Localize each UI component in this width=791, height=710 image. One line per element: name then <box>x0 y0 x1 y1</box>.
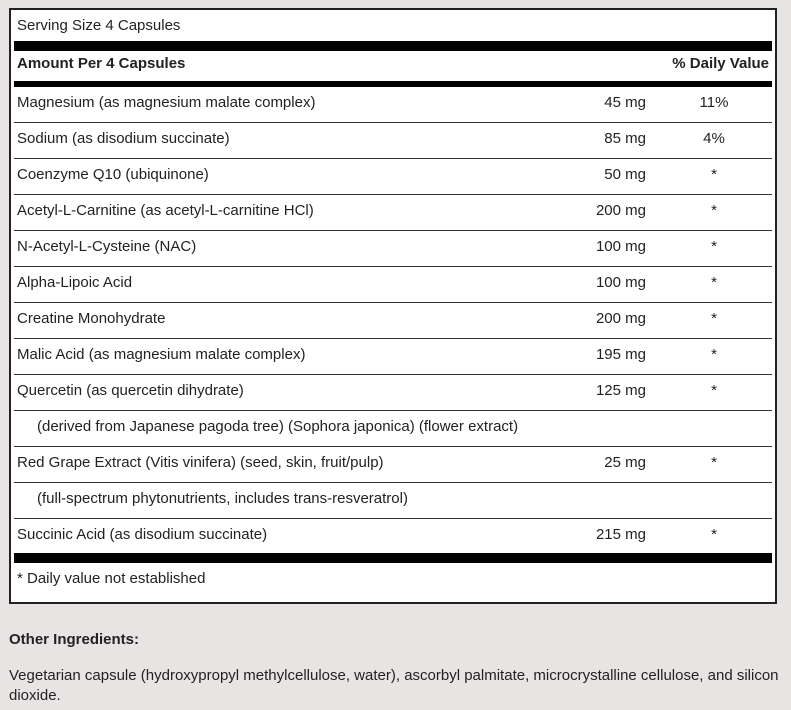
thick-divider <box>14 41 772 51</box>
nutrient-name: N-Acetyl-L-Cysteine (NAC) <box>17 238 197 255</box>
nutrient-name: Quercetin (as quercetin dihydrate) <box>17 382 244 399</box>
table-row <box>14 267 772 303</box>
bottom-divider <box>14 553 772 563</box>
nutrient-name: Creatine Monohydrate <box>17 310 166 327</box>
nutrient-name: Magnesium (as magnesium malate complex) <box>17 94 316 111</box>
nutrient-table <box>14 87 772 554</box>
nutrient-amount: 195 mg <box>595 346 646 363</box>
nutrient-daily-value: * <box>711 274 717 291</box>
supplement-facts-panel <box>9 8 777 604</box>
table-row <box>14 303 772 339</box>
table-row-subnote <box>14 483 772 519</box>
nutrient-amount: 100 mg <box>595 274 646 291</box>
nutrient-daily-value: * <box>711 382 717 399</box>
nutrient-subnote: (full-spectrum phytonutrients, includes trans-resveratrol) <box>37 490 408 507</box>
nutrient-daily-value: * <box>711 310 717 327</box>
nutrient-amount: 215 mg <box>595 526 646 543</box>
daily-value-footnote: * Daily value not established <box>17 570 206 587</box>
table-row <box>14 231 772 267</box>
nutrient-subnote: (derived from Japanese pagoda tree) (Sophora japonica) (flower extract) <box>37 418 519 435</box>
other-ingredients-text: Vegetarian capsule (hydroxypropyl methylcellulose, water), ascorbyl palmitate, microcrystalline cellulose, and silicon dioxide. <box>9 667 779 704</box>
nutrient-amount: 50 mg <box>604 166 646 183</box>
nutrient-name: Coenzyme Q10 (ubiquinone) <box>17 166 209 183</box>
table-header-row <box>17 55 769 77</box>
serving-size: Serving Size 4 Capsules <box>17 17 181 34</box>
nutrient-name: Alpha-Lipoic Acid <box>17 274 133 291</box>
nutrient-daily-value: * <box>711 454 717 471</box>
nutrient-daily-value: 11% <box>699 94 729 111</box>
table-row <box>14 159 772 195</box>
other-ingredients-title: Other Ingredients: <box>9 631 140 648</box>
nutrient-name: Sodium (as disodium succinate) <box>17 130 230 147</box>
table-row <box>14 375 772 411</box>
amount-per-header: Amount Per 4 Capsules <box>17 55 186 72</box>
table-row <box>14 519 772 554</box>
nutrient-daily-value: 4% <box>703 130 725 147</box>
nutrient-daily-value: * <box>711 238 717 255</box>
nutrient-amount: 25 mg <box>604 454 646 471</box>
nutrient-daily-value: * <box>711 526 717 543</box>
nutrient-amount: 125 mg <box>595 382 646 399</box>
nutrient-amount: 45 mg <box>604 94 646 111</box>
nutrient-daily-value: * <box>711 202 717 219</box>
nutrient-name: Malic Acid (as magnesium malate complex) <box>17 346 306 363</box>
daily-value-header: % Daily Value <box>672 55 769 72</box>
table-row <box>14 87 772 123</box>
nutrient-amount: 200 mg <box>595 310 646 327</box>
nutrient-name: Red Grape Extract (Vitis vinifera) (seed, skin, fruit/pulp) <box>17 454 384 471</box>
nutrient-amount: 200 mg <box>595 202 646 219</box>
table-row-subnote <box>14 411 772 447</box>
nutrient-daily-value: * <box>711 166 717 183</box>
nutrient-name: Succinic Acid (as disodium succinate) <box>17 526 268 543</box>
nutrient-amount: 100 mg <box>595 238 646 255</box>
nutrient-amount: 85 mg <box>604 130 646 147</box>
table-row <box>14 195 772 231</box>
table-row <box>14 447 772 483</box>
table-row <box>14 123 772 159</box>
nutrient-name: Acetyl-L-Carnitine (as acetyl-L-carnitine HCl) <box>17 202 314 219</box>
nutrient-daily-value: * <box>711 346 717 363</box>
table-row <box>14 339 772 375</box>
